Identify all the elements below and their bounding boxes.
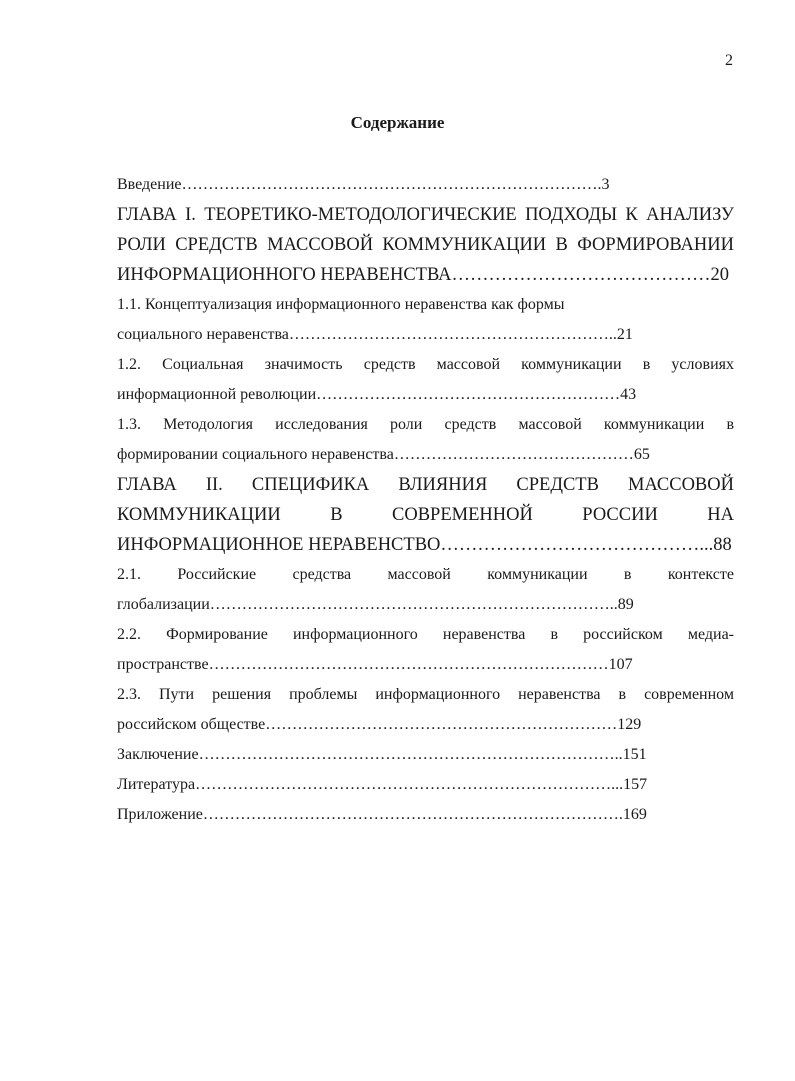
toc-section-2-2 [117, 620, 734, 680]
toc-chapter-1 [117, 200, 734, 290]
toc-appendix: Приложение…………………………………………………………………….169 [117, 806, 647, 823]
toc-section-2-3 [117, 680, 734, 740]
table-of-contents [117, 170, 734, 830]
toc-section-1-2 [117, 350, 734, 410]
toc-section-2-3-line-1: 2.3. Пути решения проблемы информационного неравенства в современном [117, 686, 734, 703]
toc-section-1-1 [117, 290, 734, 350]
toc-chapter-1-line-2: РОЛИ СРЕДСТВ МАССОВОЙ КОММУНИКАЦИИ В ФОРМИРОВАНИИ [117, 235, 734, 255]
toc-chapter-1-line-3: ИНФОРМАЦИОННОГО НЕРАВЕНСТВА……………………………………20 [117, 265, 730, 285]
toc-section-1-3-line-1: 1.3. Методология исследования роли средств массовой коммуникации в [117, 416, 734, 433]
toc-conclusion: Заключение……………………………………………………………………..151 [117, 746, 647, 763]
toc-section-2-1-line-1: 2.1. Российские средства массовой коммуникации в контексте [117, 566, 734, 583]
toc-section-2-2-line-1: 2.2. Формирование информационного неравенства в российском медиа- [117, 626, 734, 643]
toc-introduction: Введение…………………………………………………………………….3 [117, 176, 610, 193]
toc-literature: Литература……………………………………………………………………...157 [117, 776, 648, 793]
toc-chapter-1-line-1: ГЛАВА I. ТЕОРЕТИКО-МЕТОДОЛОГИЧЕСКИЕ ПОДХОДЫ К АНАЛИЗУ [117, 205, 734, 225]
toc-section-2-1 [117, 560, 734, 620]
toc-section-1-1-line-1: 1.1. Концептуализация информационного неравенства как формы [117, 296, 565, 313]
toc-section-2-2-line-2: пространстве…………………………………………………………………107 [117, 656, 633, 673]
toc-section-1-3-line-2: формировании социального неравенства………………………………………65 [117, 446, 650, 463]
toc-section-2-3-line-2: российском обществе…………………………………………………………129 [117, 716, 642, 733]
page-title: Содержание [350, 113, 445, 132]
toc-chapter-2-line-1: ГЛАВА II. СПЕЦИФИКА ВЛИЯНИЯ СРЕДСТВ МАССОВОЙ [117, 475, 734, 495]
toc-section-1-2-line-2: информационной революции…………………………………………………43 [117, 386, 637, 403]
toc-section-1-3 [117, 410, 734, 470]
toc-section-1-2-line-1: 1.2. Социальная значимость средств массовой коммуникации в условиях [117, 356, 734, 373]
toc-chapter-2-line-3: ИНФОРМАЦИОННОЕ НЕРАВЕНСТВО……………………………………...88 [117, 535, 732, 555]
toc-section-1-1-line-2: социального неравенства……………………………………………………..21 [117, 326, 633, 343]
toc-chapter-2 [117, 470, 734, 560]
toc-section-2-1-line-2: глобализации…………………………………………………………………..89 [117, 596, 634, 613]
page-number: 2 [725, 52, 733, 69]
toc-chapter-2-line-2: КОММУНИКАЦИИ В СОВРЕМЕННОЙ РОССИИ НА [117, 505, 734, 525]
